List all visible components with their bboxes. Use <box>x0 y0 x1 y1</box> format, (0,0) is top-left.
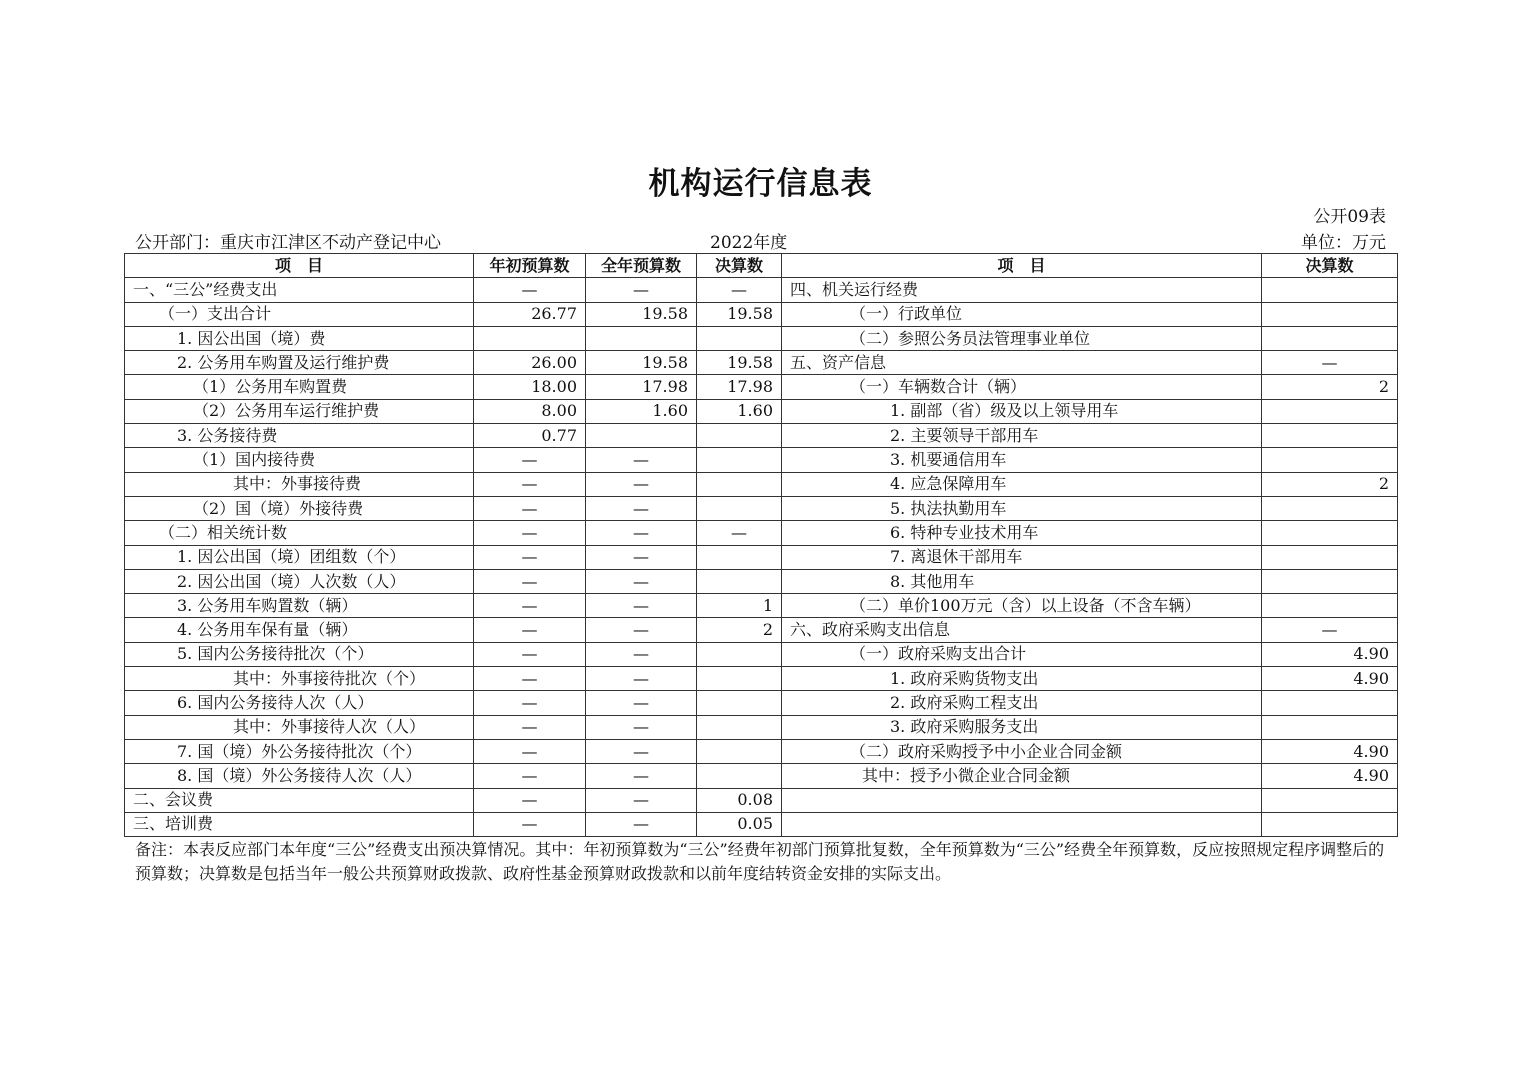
budget-full-cell: — <box>586 642 697 666</box>
table-row <box>125 351 1398 375</box>
right-final-cell <box>1262 594 1398 618</box>
table-row <box>125 424 1398 448</box>
budget-full-cell: — <box>586 472 697 496</box>
table-row <box>125 739 1398 763</box>
right-item-cell: 4. 应急保障用车 <box>782 472 1262 496</box>
budget-start-cell: — <box>474 739 586 763</box>
right-final-cell: 4.90 <box>1262 739 1398 763</box>
form-number: 公开09表 <box>1313 207 1386 227</box>
table-row <box>125 375 1398 399</box>
left-item-cell: 7. 国（境）外公务接待批次（个） <box>125 739 474 763</box>
unit-label: 单位：万元 <box>1301 233 1386 253</box>
final-cell: 1.60 <box>697 399 782 423</box>
right-final-cell <box>1262 569 1398 593</box>
header-right-final: 决算数 <box>1262 254 1398 278</box>
final-cell: 19.58 <box>697 302 782 326</box>
final-cell: 0.05 <box>697 812 782 836</box>
left-item-cell: 1. 因公出国（境）费 <box>125 326 474 350</box>
right-final-cell: 2 <box>1262 472 1398 496</box>
budget-full-cell: — <box>586 569 697 593</box>
budget-start-cell: — <box>474 764 586 788</box>
budget-full-cell: — <box>586 715 697 739</box>
right-item-cell: 其中：授予小微企业合同金额 <box>782 764 1262 788</box>
budget-full-cell: — <box>586 594 697 618</box>
right-final-cell: 4.90 <box>1262 764 1398 788</box>
table-row <box>125 448 1398 472</box>
right-final-cell <box>1262 448 1398 472</box>
final-cell: — <box>697 521 782 545</box>
final-cell: 19.58 <box>697 351 782 375</box>
left-item-cell: （1）公务用车购置费 <box>125 375 474 399</box>
budget-full-cell: — <box>586 448 697 472</box>
left-item-cell: （2）国（境）外接待费 <box>125 496 474 520</box>
left-item-cell: 其中：外事接待人次（人） <box>125 715 474 739</box>
final-cell <box>697 424 782 448</box>
right-item-cell <box>782 788 1262 812</box>
budget-full-cell: — <box>586 691 697 715</box>
right-item-cell <box>782 812 1262 836</box>
header-right-item: 项 目 <box>782 254 1262 278</box>
right-item-cell: 1. 副部（省）级及以上领导用车 <box>782 399 1262 423</box>
budget-full-cell: — <box>586 788 697 812</box>
final-cell <box>697 448 782 472</box>
header-item: 项 目 <box>125 254 474 278</box>
right-item-cell: 四、机关运行经费 <box>782 278 1262 302</box>
right-final-cell <box>1262 496 1398 520</box>
fiscal-year: 2022年度 <box>710 233 788 253</box>
right-final-cell <box>1262 788 1398 812</box>
right-item-cell: 7. 离退休干部用车 <box>782 545 1262 569</box>
left-item-cell: 3. 公务接待费 <box>125 424 474 448</box>
budget-start-cell: — <box>474 472 586 496</box>
right-final-cell: 4.90 <box>1262 642 1398 666</box>
right-final-cell <box>1262 278 1398 302</box>
budget-full-cell: 19.58 <box>586 302 697 326</box>
budget-start-cell: 26.77 <box>474 302 586 326</box>
right-item-cell: 2. 政府采购工程支出 <box>782 691 1262 715</box>
final-cell <box>697 764 782 788</box>
final-cell <box>697 545 782 569</box>
budget-start-cell: — <box>474 496 586 520</box>
left-item-cell: （一）支出合计 <box>125 302 474 326</box>
final-cell <box>697 715 782 739</box>
budget-full-cell <box>586 424 697 448</box>
table-row <box>125 569 1398 593</box>
final-cell <box>697 326 782 350</box>
left-item-cell: （二）相关统计数 <box>125 521 474 545</box>
table-row <box>125 521 1398 545</box>
budget-full-cell: 17.98 <box>586 375 697 399</box>
table-row <box>125 812 1398 836</box>
budget-full-cell: 1.60 <box>586 399 697 423</box>
right-item-cell: 6. 特种专业技术用车 <box>782 521 1262 545</box>
header-budget-full: 全年预算数 <box>586 254 697 278</box>
header-row <box>125 254 1398 278</box>
final-cell: 1 <box>697 594 782 618</box>
table-row <box>125 642 1398 666</box>
right-item-cell: 3. 政府采购服务支出 <box>782 715 1262 739</box>
header-budget-start: 年初预算数 <box>474 254 586 278</box>
right-final-cell <box>1262 521 1398 545</box>
right-item-cell: （二）单价100万元（含）以上设备（不含车辆） <box>782 594 1262 618</box>
right-final-cell: 4.90 <box>1262 667 1398 691</box>
table-row <box>125 594 1398 618</box>
budget-full-cell: — <box>586 812 697 836</box>
final-cell: 0.08 <box>697 788 782 812</box>
right-final-cell: — <box>1262 351 1398 375</box>
page-title: 机构运行信息表 <box>648 166 873 202</box>
right-item-cell: （一）车辆数合计（辆） <box>782 375 1262 399</box>
final-cell <box>697 739 782 763</box>
left-item-cell: 二、会议费 <box>125 788 474 812</box>
right-item-cell: （二）政府采购授予中小企业合同金额 <box>782 739 1262 763</box>
budget-full-cell: — <box>586 496 697 520</box>
right-final-cell: — <box>1262 618 1398 642</box>
right-final-cell <box>1262 545 1398 569</box>
footnote: 备注：本表反应部门本年度“三公”经费支出预决算情况。其中：年初预算数为“三公”经费年初部门预算批复数，全年预算数为“三公”经费全年预算数，反应按照规定程序调整后的预算数；决算数是包括当年一般公共预算财政拨款、政府性基金预算财政拨款和以前年度结转资金安排的实际支出。 <box>135 840 1385 883</box>
header-final: 决算数 <box>697 254 782 278</box>
right-item-cell: 1. 政府采购货物支出 <box>782 667 1262 691</box>
final-cell <box>697 472 782 496</box>
final-cell <box>697 569 782 593</box>
final-cell <box>697 691 782 715</box>
table-row <box>125 399 1398 423</box>
left-item-cell: 其中：外事接待批次（个） <box>125 667 474 691</box>
left-item-cell: 一、“三公”经费支出 <box>125 278 474 302</box>
table-row <box>125 278 1398 302</box>
right-final-cell <box>1262 424 1398 448</box>
budget-full-cell: — <box>586 545 697 569</box>
final-cell <box>697 496 782 520</box>
budget-full-cell: — <box>586 667 697 691</box>
right-final-cell <box>1262 715 1398 739</box>
table-row <box>125 618 1398 642</box>
right-final-cell <box>1262 326 1398 350</box>
left-item-cell: 8. 国（境）外公务接待人次（人） <box>125 764 474 788</box>
table-row <box>125 764 1398 788</box>
budget-full-cell <box>586 326 697 350</box>
right-final-cell <box>1262 399 1398 423</box>
budget-start-cell: 26.00 <box>474 351 586 375</box>
budget-start-cell: — <box>474 521 586 545</box>
budget-start-cell: 8.00 <box>474 399 586 423</box>
left-item-cell: （2）公务用车运行维护费 <box>125 399 474 423</box>
left-item-cell: 三、培训费 <box>125 812 474 836</box>
table-row <box>125 667 1398 691</box>
budget-full-cell: 19.58 <box>586 351 697 375</box>
right-final-cell: 2 <box>1262 375 1398 399</box>
left-item-cell: （1）国内接待费 <box>125 448 474 472</box>
left-item-cell: 4. 公务用车保有量（辆） <box>125 618 474 642</box>
right-item-cell: 3. 机要通信用车 <box>782 448 1262 472</box>
budget-start-cell <box>474 326 586 350</box>
right-item-cell: 8. 其他用车 <box>782 569 1262 593</box>
final-cell <box>697 642 782 666</box>
budget-full-cell: — <box>586 739 697 763</box>
right-item-cell: （一）政府采购支出合计 <box>782 642 1262 666</box>
budget-start-cell: 18.00 <box>474 375 586 399</box>
budget-start-cell: — <box>474 278 586 302</box>
budget-full-cell: — <box>586 764 697 788</box>
final-cell: 2 <box>697 618 782 642</box>
budget-start-cell: — <box>474 788 586 812</box>
right-final-cell <box>1262 691 1398 715</box>
left-item-cell: 6. 国内公务接待人次（人） <box>125 691 474 715</box>
table-row <box>125 788 1398 812</box>
final-cell <box>697 667 782 691</box>
budget-start-cell: — <box>474 691 586 715</box>
budget-start-cell: 0.77 <box>474 424 586 448</box>
table-row <box>125 472 1398 496</box>
left-item-cell: 2. 因公出国（境）人次数（人） <box>125 569 474 593</box>
budget-start-cell: — <box>474 594 586 618</box>
budget-full-cell: — <box>586 278 697 302</box>
budget-start-cell: — <box>474 618 586 642</box>
budget-start-cell: — <box>474 642 586 666</box>
department-label: 公开部门：重庆市江津区不动产登记中心 <box>135 233 441 253</box>
final-cell: 17.98 <box>697 375 782 399</box>
budget-start-cell: — <box>474 715 586 739</box>
budget-start-cell: — <box>474 545 586 569</box>
right-item-cell: 六、政府采购支出信息 <box>782 618 1262 642</box>
right-item-cell: 2. 主要领导干部用车 <box>782 424 1262 448</box>
table-row <box>125 326 1398 350</box>
budget-start-cell: — <box>474 569 586 593</box>
right-item-cell: （二）参照公务员法管理事业单位 <box>782 326 1262 350</box>
left-item-cell: 1. 因公出国（境）团组数（个） <box>125 545 474 569</box>
right-item-cell: 5. 执法执勤用车 <box>782 496 1262 520</box>
right-final-cell <box>1262 302 1398 326</box>
budget-full-cell: — <box>586 521 697 545</box>
final-cell: — <box>697 278 782 302</box>
table-row <box>125 302 1398 326</box>
left-item-cell: 3. 公务用车购置数（辆） <box>125 594 474 618</box>
right-item-cell: （一）行政单位 <box>782 302 1262 326</box>
budget-start-cell: — <box>474 448 586 472</box>
info-table <box>124 253 1398 837</box>
left-item-cell: 5. 国内公务接待批次（个） <box>125 642 474 666</box>
budget-start-cell: — <box>474 812 586 836</box>
budget-start-cell: — <box>474 667 586 691</box>
right-final-cell <box>1262 812 1398 836</box>
right-item-cell: 五、资产信息 <box>782 351 1262 375</box>
table-row <box>125 496 1398 520</box>
left-item-cell: 2. 公务用车购置及运行维护费 <box>125 351 474 375</box>
table-row <box>125 691 1398 715</box>
table-row <box>125 545 1398 569</box>
left-item-cell: 其中：外事接待费 <box>125 472 474 496</box>
table-row <box>125 715 1398 739</box>
budget-full-cell: — <box>586 618 697 642</box>
